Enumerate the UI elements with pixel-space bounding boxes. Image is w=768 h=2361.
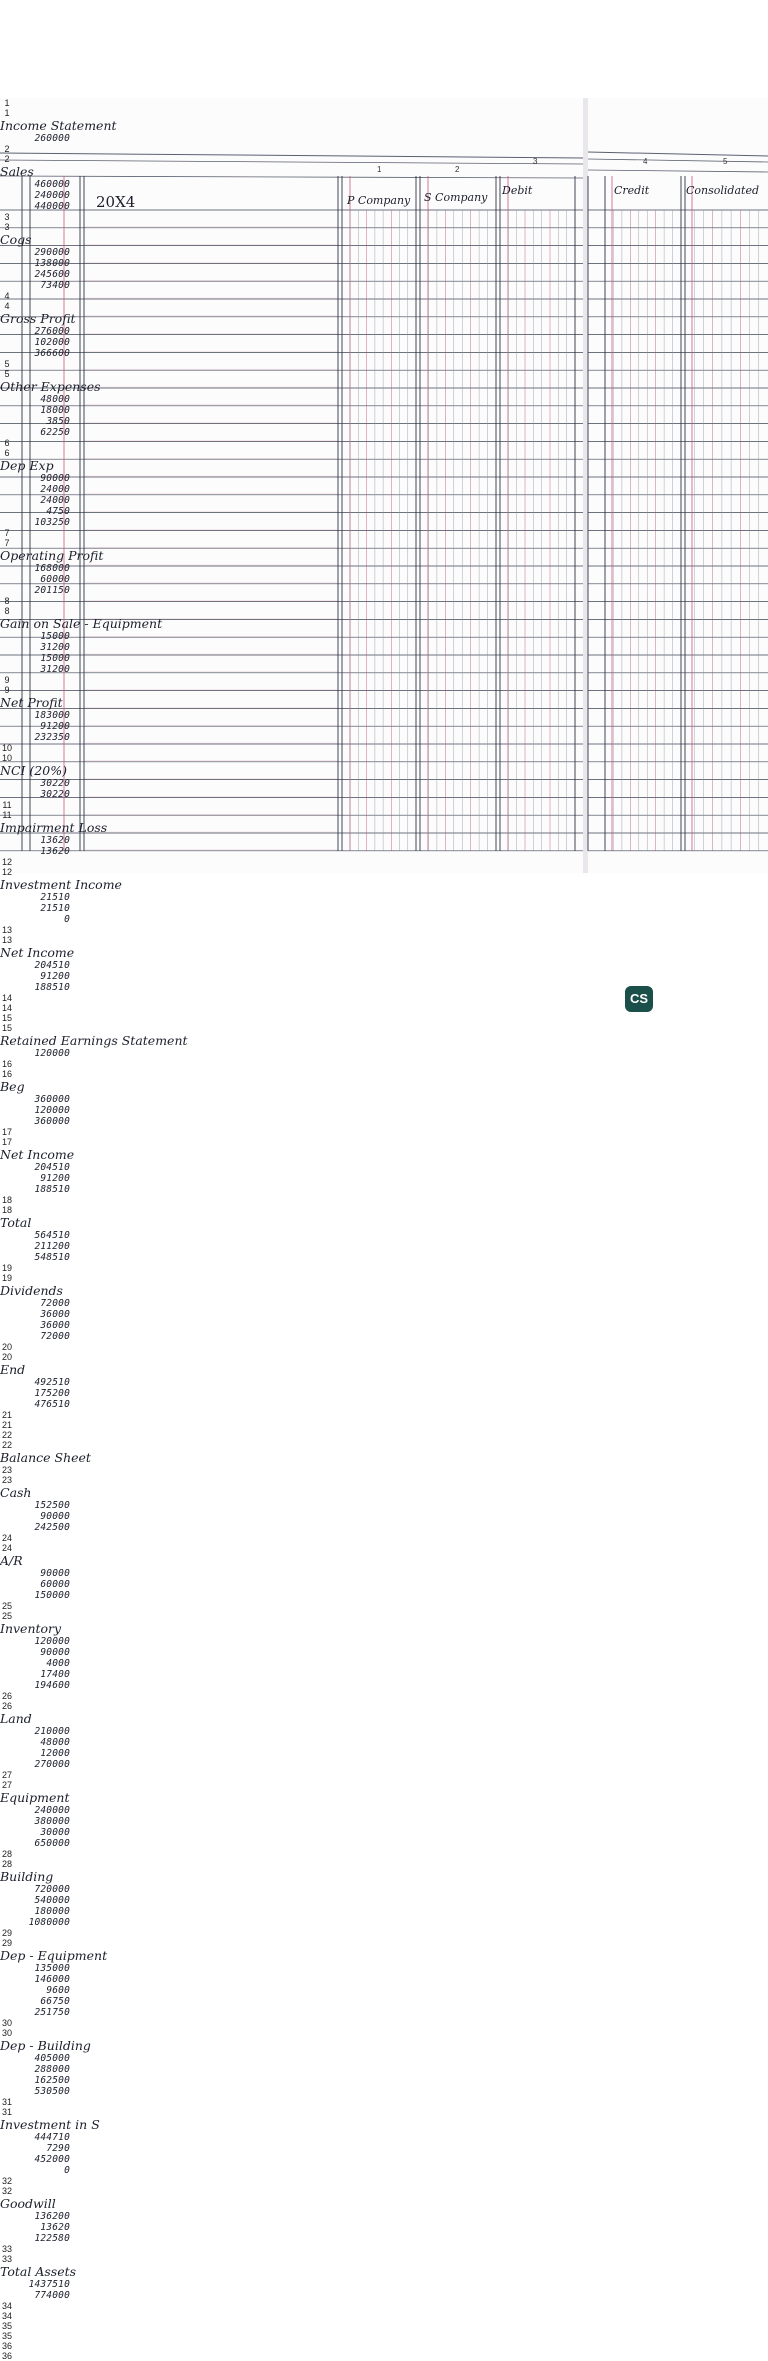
row-number: 23	[1, 1465, 12, 1475]
cell-p: 290000	[34, 247, 70, 258]
cell-p: 492510	[34, 1377, 70, 1388]
cell-consolidated: 62250	[40, 427, 70, 438]
column-number-1: 1	[377, 165, 382, 174]
cell-p: 460000	[34, 179, 70, 190]
cell-consolidated: 530500	[34, 2086, 70, 2097]
row-number: 29	[1, 1928, 12, 1938]
row-number: 18	[1, 1195, 12, 1205]
row-number-right: 30	[1, 2028, 12, 2038]
row-number: 5	[4, 359, 10, 369]
row-number: 14	[1, 993, 12, 1003]
row-number: 27	[1, 1770, 12, 1780]
row-description: Goodwill	[0, 2196, 56, 2211]
cell-credit: 452000	[34, 2154, 70, 2165]
row-number-right: 5	[4, 369, 10, 379]
row-description: Operating Profit	[0, 548, 104, 563]
cell-consolidated: 270000	[34, 1759, 70, 1770]
row-number: 2	[4, 144, 10, 154]
row-number-right: 15	[1, 1023, 12, 1033]
header-p-company: P Company	[347, 194, 411, 207]
cell-debit: 24000	[40, 495, 70, 506]
cell-p: 15000	[40, 631, 70, 642]
cell-debit: 162500	[34, 2075, 70, 2086]
row-number-right: 14	[1, 1003, 12, 1013]
row-number: 25	[1, 1601, 12, 1611]
row-description: Dividends	[0, 1283, 63, 1298]
row-description: Net Profit	[0, 695, 63, 710]
row-number-right: 20	[1, 1352, 12, 1362]
cell-p: 1437510	[28, 2279, 70, 2290]
cell-consolidated: 650000	[34, 1838, 70, 1849]
row-number-right: 10	[1, 753, 12, 763]
cell-s: 60000	[40, 1579, 70, 1590]
cell-debit: 4000	[46, 1658, 70, 1669]
row-number: 20	[1, 1342, 12, 1352]
row-number-right: 33	[1, 2254, 12, 2264]
row-description: Equipment	[0, 1790, 70, 1805]
cell-s: 288000	[34, 2064, 70, 2075]
cell-debit: 120000	[34, 1048, 70, 1059]
cell-p: 90000	[40, 473, 70, 484]
row-number: 26	[1, 1691, 12, 1701]
cell-consolidated: 476510	[34, 1399, 70, 1410]
row-number: 10	[1, 743, 12, 753]
cell-debit: 9600	[46, 1985, 70, 1996]
cell-consolidated: 122580	[34, 2233, 70, 2244]
row-number: 4	[4, 291, 10, 301]
cell-credit: 36000	[40, 1320, 70, 1331]
cell-p: 405000	[34, 2053, 70, 2064]
cell-s: 90000	[40, 1647, 70, 1658]
row-number-right: 23	[1, 1475, 12, 1485]
cell-s: 90000	[40, 1511, 70, 1522]
cell-p: 360000	[34, 1094, 70, 1105]
row-number: 19	[1, 1263, 12, 1273]
row-description: Other Expenses	[0, 379, 101, 394]
row-description: Investment in S	[0, 2117, 100, 2132]
row-number-right: 3	[4, 222, 10, 232]
row-description: Net Income	[0, 1147, 75, 1162]
row-number-right: 26	[1, 1701, 12, 1711]
cell-consolidated: 72000	[40, 1331, 70, 1342]
cell-consolidated: 73400	[40, 280, 70, 291]
cell-s: 18000	[40, 405, 70, 416]
column-number-4: 4	[643, 157, 648, 166]
row-description: Building	[0, 1869, 54, 1884]
cell-consolidated: 360000	[34, 1116, 70, 1127]
cell-s: 380000	[34, 1816, 70, 1827]
row-number-right: 4	[4, 301, 10, 311]
row-number-right: 18	[1, 1205, 12, 1215]
row-number-right: 6	[4, 448, 10, 458]
cell-consolidated: 103250	[34, 517, 70, 528]
cell-consolidated: 0	[64, 2165, 70, 2176]
cell-p: 72000	[40, 1298, 70, 1309]
cell-s: 31200	[40, 642, 70, 653]
cell-credit: 66750	[40, 1996, 70, 2007]
row-number-right: 24	[1, 1543, 12, 1553]
row-number-right: 12	[1, 867, 12, 877]
row-number: 30	[1, 2018, 12, 2028]
cell-s: 774000	[34, 2290, 70, 2301]
row-number: 35	[1, 2321, 12, 2331]
cell-consolidated: 1080000	[28, 1917, 70, 1928]
cell-consolidated: 251750	[34, 2007, 70, 2018]
cell-consolidated: 188510	[34, 982, 70, 993]
cell-consolidated: 440000	[34, 201, 70, 212]
cell-p: 120000	[34, 1636, 70, 1647]
row-description: A/R	[0, 1553, 23, 1568]
row-number-right: 34	[1, 2311, 12, 2321]
cell-p: 168000	[34, 563, 70, 574]
row-number: 13	[1, 925, 12, 935]
cell-p: 210000	[34, 1726, 70, 1737]
cell-credit: 3850	[46, 416, 70, 427]
column-number-3: 3	[533, 157, 538, 166]
cell-credit: 17400	[40, 1669, 70, 1680]
row-number: 6	[4, 438, 10, 448]
cell-s: 60000	[40, 574, 70, 585]
row-number-right: 7	[4, 538, 10, 548]
cell-credit: 180000	[34, 1906, 70, 1917]
cell-p: 183000	[34, 710, 70, 721]
cell-s: 138000	[34, 258, 70, 269]
row-number-right: 32	[1, 2186, 12, 2196]
cell-s: 211200	[34, 1241, 70, 1252]
row-description: End	[0, 1362, 26, 1377]
row-number-right: 13	[1, 935, 12, 945]
cell-p: 48000	[40, 394, 70, 405]
row-description: Beg	[0, 1079, 25, 1094]
column-number-5: 5	[723, 157, 728, 166]
cell-consolidated: 548510	[34, 1252, 70, 1263]
cell-p: 204510	[34, 960, 70, 971]
row-description: Gross Profit	[0, 311, 76, 326]
row-number-right: 35	[1, 2331, 12, 2341]
row-description: Dep - Building	[0, 2038, 91, 2053]
row-number: 33	[1, 2244, 12, 2254]
row-number-right: 11	[2, 810, 12, 820]
header-credit: Credit	[614, 184, 650, 197]
cell-credit: 4750	[46, 506, 70, 517]
row-number-right: 16	[1, 1069, 12, 1079]
column-number-2: 2	[455, 165, 460, 174]
sheet-year: 20X4	[96, 193, 136, 211]
row-number: 22	[1, 1430, 12, 1440]
row-number: 8	[4, 596, 10, 606]
row-number-right: 19	[1, 1273, 12, 1283]
cell-p: 240000	[34, 1805, 70, 1816]
cell-s: 120000	[34, 1105, 70, 1116]
cell-s: 175200	[34, 1388, 70, 1399]
row-number: 9	[4, 675, 10, 685]
row-description: Retained Earnings Statement	[0, 1033, 188, 1048]
row-number-right: 9	[4, 685, 10, 695]
row-number: 12	[1, 857, 12, 867]
cell-debit: 30220	[40, 778, 70, 789]
row-description: NCI (20%)	[0, 763, 67, 778]
row-number: 32	[1, 2176, 12, 2186]
row-number-right: 31	[1, 2107, 12, 2117]
cell-s: 24000	[40, 484, 70, 495]
cell-debit: 12000	[40, 1748, 70, 1759]
cell-consolidated: 194600	[34, 1680, 70, 1691]
cell-p: 564510	[34, 1230, 70, 1241]
cell-debit: 13620	[40, 835, 70, 846]
row-description: Investment Income	[0, 877, 122, 892]
scanner-app-badge: CS	[625, 986, 653, 1012]
cell-s: 102000	[34, 337, 70, 348]
row-description: Total	[0, 1215, 32, 1230]
row-description: Impairment Loss	[0, 820, 108, 835]
row-description: Cash	[0, 1485, 32, 1500]
row-number: 34	[1, 2301, 12, 2311]
cell-debit: 260000	[34, 133, 70, 144]
row-number-right: 17	[1, 1137, 12, 1147]
row-number: 21	[1, 1410, 12, 1420]
row-number-right: 29	[1, 1938, 12, 1948]
row-number: 28	[1, 1849, 12, 1859]
row-number: 11	[2, 800, 12, 810]
cell-p: 135000	[34, 1963, 70, 1974]
row-number: 3	[4, 212, 10, 222]
row-number-right: 28	[1, 1859, 12, 1869]
row-number: 1	[4, 98, 10, 108]
cell-credit: 13620	[40, 2222, 70, 2233]
cell-p: 21510	[40, 892, 70, 903]
cell-s: 91200	[40, 1173, 70, 1184]
row-number: 36	[1, 2341, 12, 2351]
cell-debit: 7290	[46, 2143, 70, 2154]
cell-s: 240000	[34, 190, 70, 201]
cell-consolidated: 201150	[34, 585, 70, 596]
row-number-right: 27	[1, 1780, 12, 1790]
cell-consolidated: 150000	[34, 1590, 70, 1601]
row-description: Balance Sheet	[0, 1450, 91, 1465]
row-description: Net Income	[0, 945, 75, 960]
row-number: 15	[1, 1013, 12, 1023]
cell-p: 276000	[34, 326, 70, 337]
cell-consolidated: 31200	[40, 664, 70, 675]
cell-p: 90000	[40, 1568, 70, 1579]
cell-s: 91200	[40, 721, 70, 732]
cell-s: 48000	[40, 1737, 70, 1748]
row-number-right: 22	[1, 1440, 12, 1450]
row-number-right: 1	[4, 108, 10, 118]
row-description: Sales	[0, 164, 34, 179]
cell-s: 540000	[34, 1895, 70, 1906]
header-debit: Debit	[502, 184, 533, 197]
cell-consolidated: 242500	[34, 1522, 70, 1533]
row-number: 7	[4, 528, 10, 538]
row-number-right: 36	[1, 2351, 12, 2361]
cell-consolidated: 30220	[40, 789, 70, 800]
cell-debit: 15000	[40, 653, 70, 664]
row-number: 17	[1, 1127, 12, 1137]
header-s-company: S Company	[424, 191, 488, 204]
cell-s: 146000	[34, 1974, 70, 1985]
cell-p: 204510	[34, 1162, 70, 1173]
row-number: 24	[1, 1533, 12, 1543]
row-description: Total Assets	[0, 2264, 77, 2279]
row-description: Dep - Equipment	[0, 1948, 108, 1963]
row-description: Dep Exp	[0, 458, 54, 473]
cell-consolidated: 366600	[34, 348, 70, 359]
row-description: Gain on Sale - Equipment	[0, 616, 163, 631]
cell-credit: 245600	[34, 269, 70, 280]
cell-consolidated: 13620	[40, 846, 70, 857]
row-description: Cogs	[0, 232, 32, 247]
cell-consolidated: 188510	[34, 1184, 70, 1195]
cell-s: 36000	[40, 1309, 70, 1320]
row-number-right: 25	[1, 1611, 12, 1621]
cell-p: 152500	[34, 1500, 70, 1511]
cell-s: 91200	[40, 971, 70, 982]
row-description: Land	[0, 1711, 32, 1726]
row-description: Income Statement	[0, 118, 117, 133]
row-number-right: 2	[4, 154, 10, 164]
cell-debit: 30000	[40, 1827, 70, 1838]
cell-debit: 21510	[40, 903, 70, 914]
cell-p: 720000	[34, 1884, 70, 1895]
row-number: 16	[1, 1059, 12, 1069]
header-consolidated: Consolidated	[686, 184, 759, 197]
row-number-right: 21	[1, 1420, 12, 1430]
cell-consolidated: 0	[64, 914, 70, 925]
row-description: Inventory	[0, 1621, 62, 1636]
cell-consolidated: 232350	[34, 732, 70, 743]
row-number: 31	[1, 2097, 12, 2107]
cell-p: 444710	[34, 2132, 70, 2143]
cell-debit: 136200	[34, 2211, 70, 2222]
row-number-right: 8	[4, 606, 10, 616]
